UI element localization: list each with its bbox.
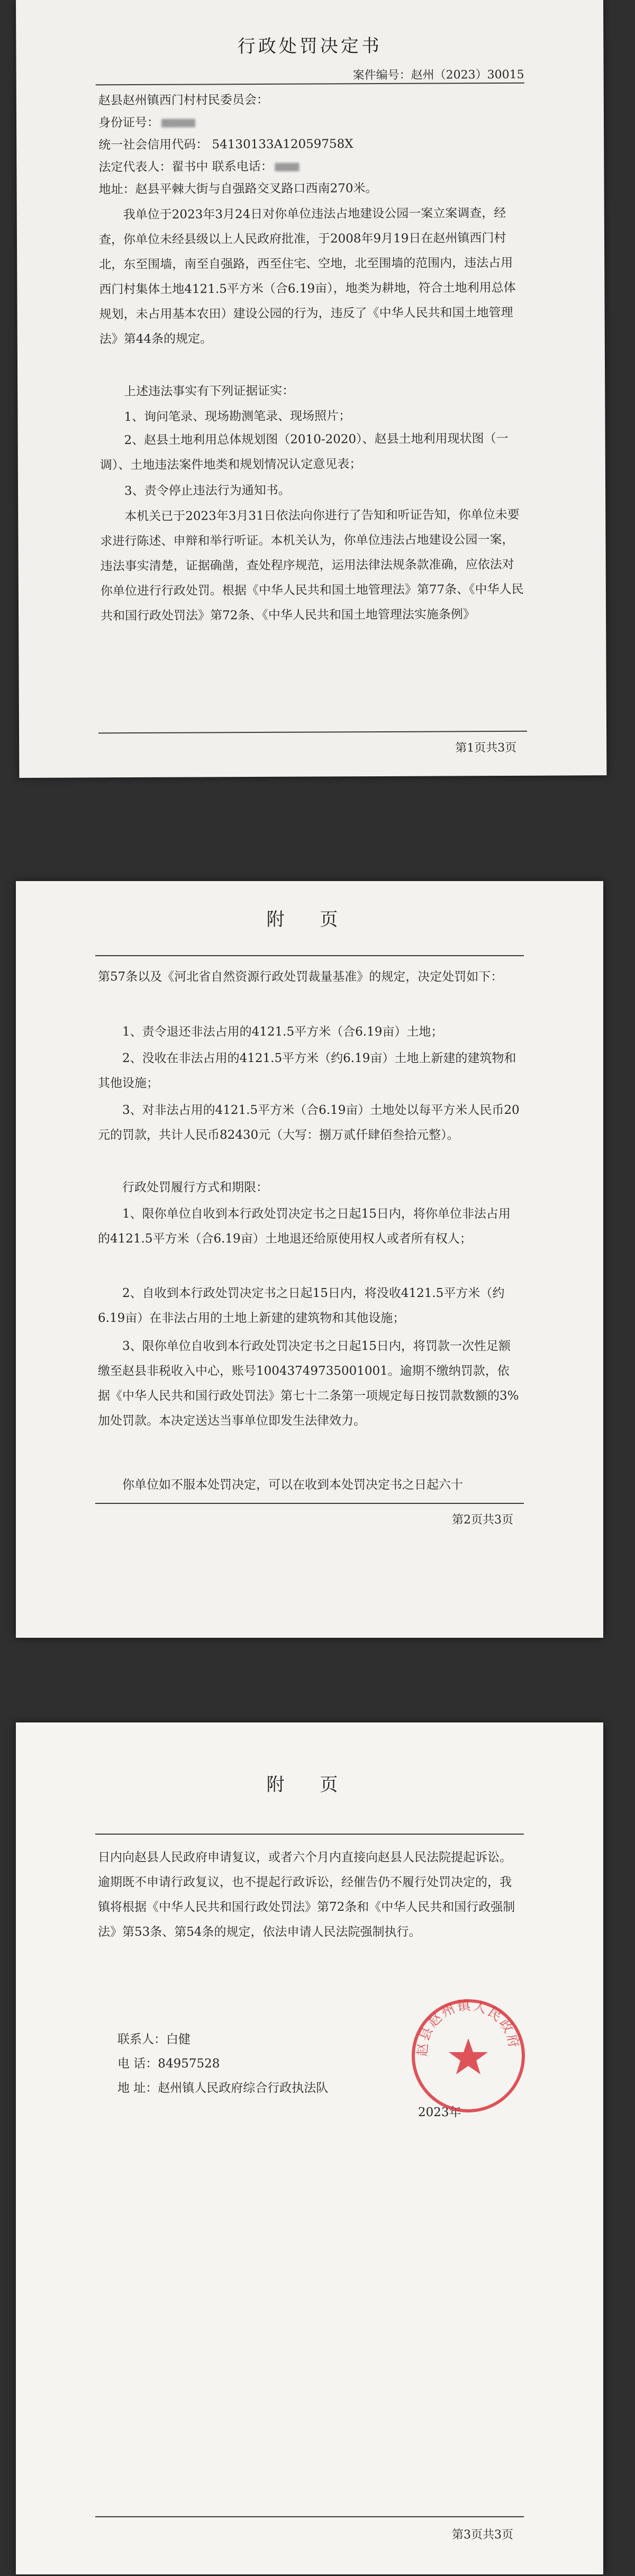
- investigation-paragraph: 我单位于2023年3月24日对你单位违法占地建设公园一案立案调查，经查，你单位未经县级以上人民政府批准，于2008年9月19日在赵州镇西门村北，东至围墙，南至自强路，西至住宅、空地，北至围墙的范围内，违法占用西门村集体土地4121.5平方米（合6.19亩），地类为耕地，符合土地利用总体规划，未占用基本农田）建设公园的行为，违反了《中华人民共和国土地管理法》第44条的规定。: [98, 206, 516, 347]
- execution-item-2: 2、自收到本行政处罚决定书之日起15日内，将没收4121.5平方米（约6.19亩）在非法占用的土地上新建的建筑物和其他设施；: [98, 1286, 505, 1325]
- contact-address: 地 址：赵州镇人民政府综合行政执法队: [117, 2081, 329, 2095]
- evidence-item-3: 3、责令停止违法行为通知书。: [124, 483, 291, 498]
- execution-item-1: 1、限你单位自收到本行政处罚决定书之日起15日内，将你单位非法占用的4121.5平方米（合6.19亩）土地退还给原使用权人或者所有权人；: [98, 1207, 511, 1246]
- penalty-item-2: 2、没收在非法占用的4121.5平方米（约6.19亩）土地上新建的建筑物和其他设施；: [98, 1051, 516, 1090]
- document-title: 行政处罚决定书: [237, 35, 382, 58]
- seal-text: 赵县赵州镇人民政府: [414, 1997, 522, 2057]
- header-rule: [96, 83, 524, 86]
- execution-intro: 行政处罚履行方式和期限：: [122, 1181, 268, 1194]
- penalty-intro: 第57条以及《河北省自然资源行政处罚裁量基准》的规定，决定处罚如下：: [98, 970, 503, 984]
- evidence-item-1: 1、询问笔录、现场勘测笔录、现场照片；: [124, 409, 351, 424]
- page-footer: 第3页共3页: [452, 2528, 513, 2542]
- appendix-heading: 附 页: [266, 909, 353, 930]
- header-rule: [95, 955, 524, 956]
- appeal-start: 你单位如不服本处罚决定，可以在收到本处罚决定书之日起六十: [122, 1478, 463, 1492]
- decision-paragraph: 本机关已于2023年3月31日依法向你进行了告知和听证告知，你单位未要求进行陈述、申辩和举行听证。本机关认为，你单位违法占地建设公园一案，违法事实清楚，证据确凿，查处程序规范，运用法律法规条款准确，应依法对你单位进行行政处罚。根据《中华人民共和国土地管理法》第77条、《中华人民共和国行政处罚法》第72条、《中华人民共和国土地管理法实施条例》: [100, 507, 524, 623]
- document-page-3: [16, 1722, 603, 2574]
- redacted-phone: [275, 163, 300, 171]
- penalty-item-1: 1、责令退还非法占用的4121.5平方米（合6.19亩）土地；: [122, 1025, 443, 1039]
- case-number: 案件编号：赵州（2023）30015: [352, 68, 524, 83]
- execution-item-3: 3、限你单位自收到本行政处罚决定书之日起15日内，将罚款一次性足额缴至赵县非税收入中心，账号10043749735001001。逾期不缴纳罚款，依据《中华人民共和国行政处罚法》第七十二条第一项规定每日按罚款数额的3%加处罚款。本决定送达当事单位即发生法律效力。: [98, 1339, 519, 1428]
- legal-representative-row: [98, 157, 299, 175]
- contact-phone: 电 话：84957528: [117, 2057, 220, 2071]
- id-number-row: [98, 113, 195, 131]
- issue-date: 2023年: [418, 2106, 461, 2119]
- document-page-1: [16, 0, 606, 778]
- redacted-id: [161, 119, 195, 128]
- appeal-paragraph: 日内向赵县人民政府申请复议，或者六个月内直接向赵县人民法院提起诉讼。逾期既不申请行政复议，也不提起行政诉讼，经催告仍不履行处罚决定的，我镇将根据《中华人民共和国行政处罚法》第72条和《中华人民共和国行政强制法》第53条、第54条的规定，依法申请人民法院强制执行。: [98, 1851, 515, 1939]
- footer-rule: [95, 2516, 524, 2517]
- page-footer: 第1页共3页: [455, 741, 517, 755]
- document-page-2: [16, 881, 603, 1638]
- page-footer: 第2页共3页: [452, 1513, 513, 1527]
- address: 地址：赵县平棘大街与自强路交叉路口西南270米。: [98, 182, 378, 197]
- appendix-heading: 附 页: [266, 1774, 353, 1795]
- contact-person: 联系人：白健: [117, 2033, 190, 2046]
- evidence-item-2: 2、赵县土地利用总体规划图（2010-2020）、赵县土地利用现状图（一调）、土地违法案件地类和规划情况认定意见表；: [99, 431, 509, 473]
- footer-rule: [98, 731, 527, 734]
- id-number-label: 身份证号：: [98, 115, 160, 130]
- header-rule: [95, 1834, 524, 1835]
- legal-representative: 法定代表人：翟书中 联系电话：: [98, 159, 273, 175]
- footer-rule: [95, 1503, 524, 1504]
- evidence-intro: 上述违法事实有下列证据证实：: [124, 384, 295, 399]
- recipient: 赵县赵州镇西门村村民委员会：: [98, 93, 269, 108]
- penalty-item-3: 3、对非法占用的4121.5平方米（合6.19亩）土地处以每平方米人民币20元的罚款，共计人民币82430元（大写：捌万贰仟肆佰叁拾元整）。: [98, 1103, 520, 1142]
- credit-code: 统一社会信用代码： 54130133A12059758X: [98, 137, 353, 152]
- seal-star-icon: [449, 2038, 488, 2074]
- official-seal: [407, 1995, 529, 2117]
